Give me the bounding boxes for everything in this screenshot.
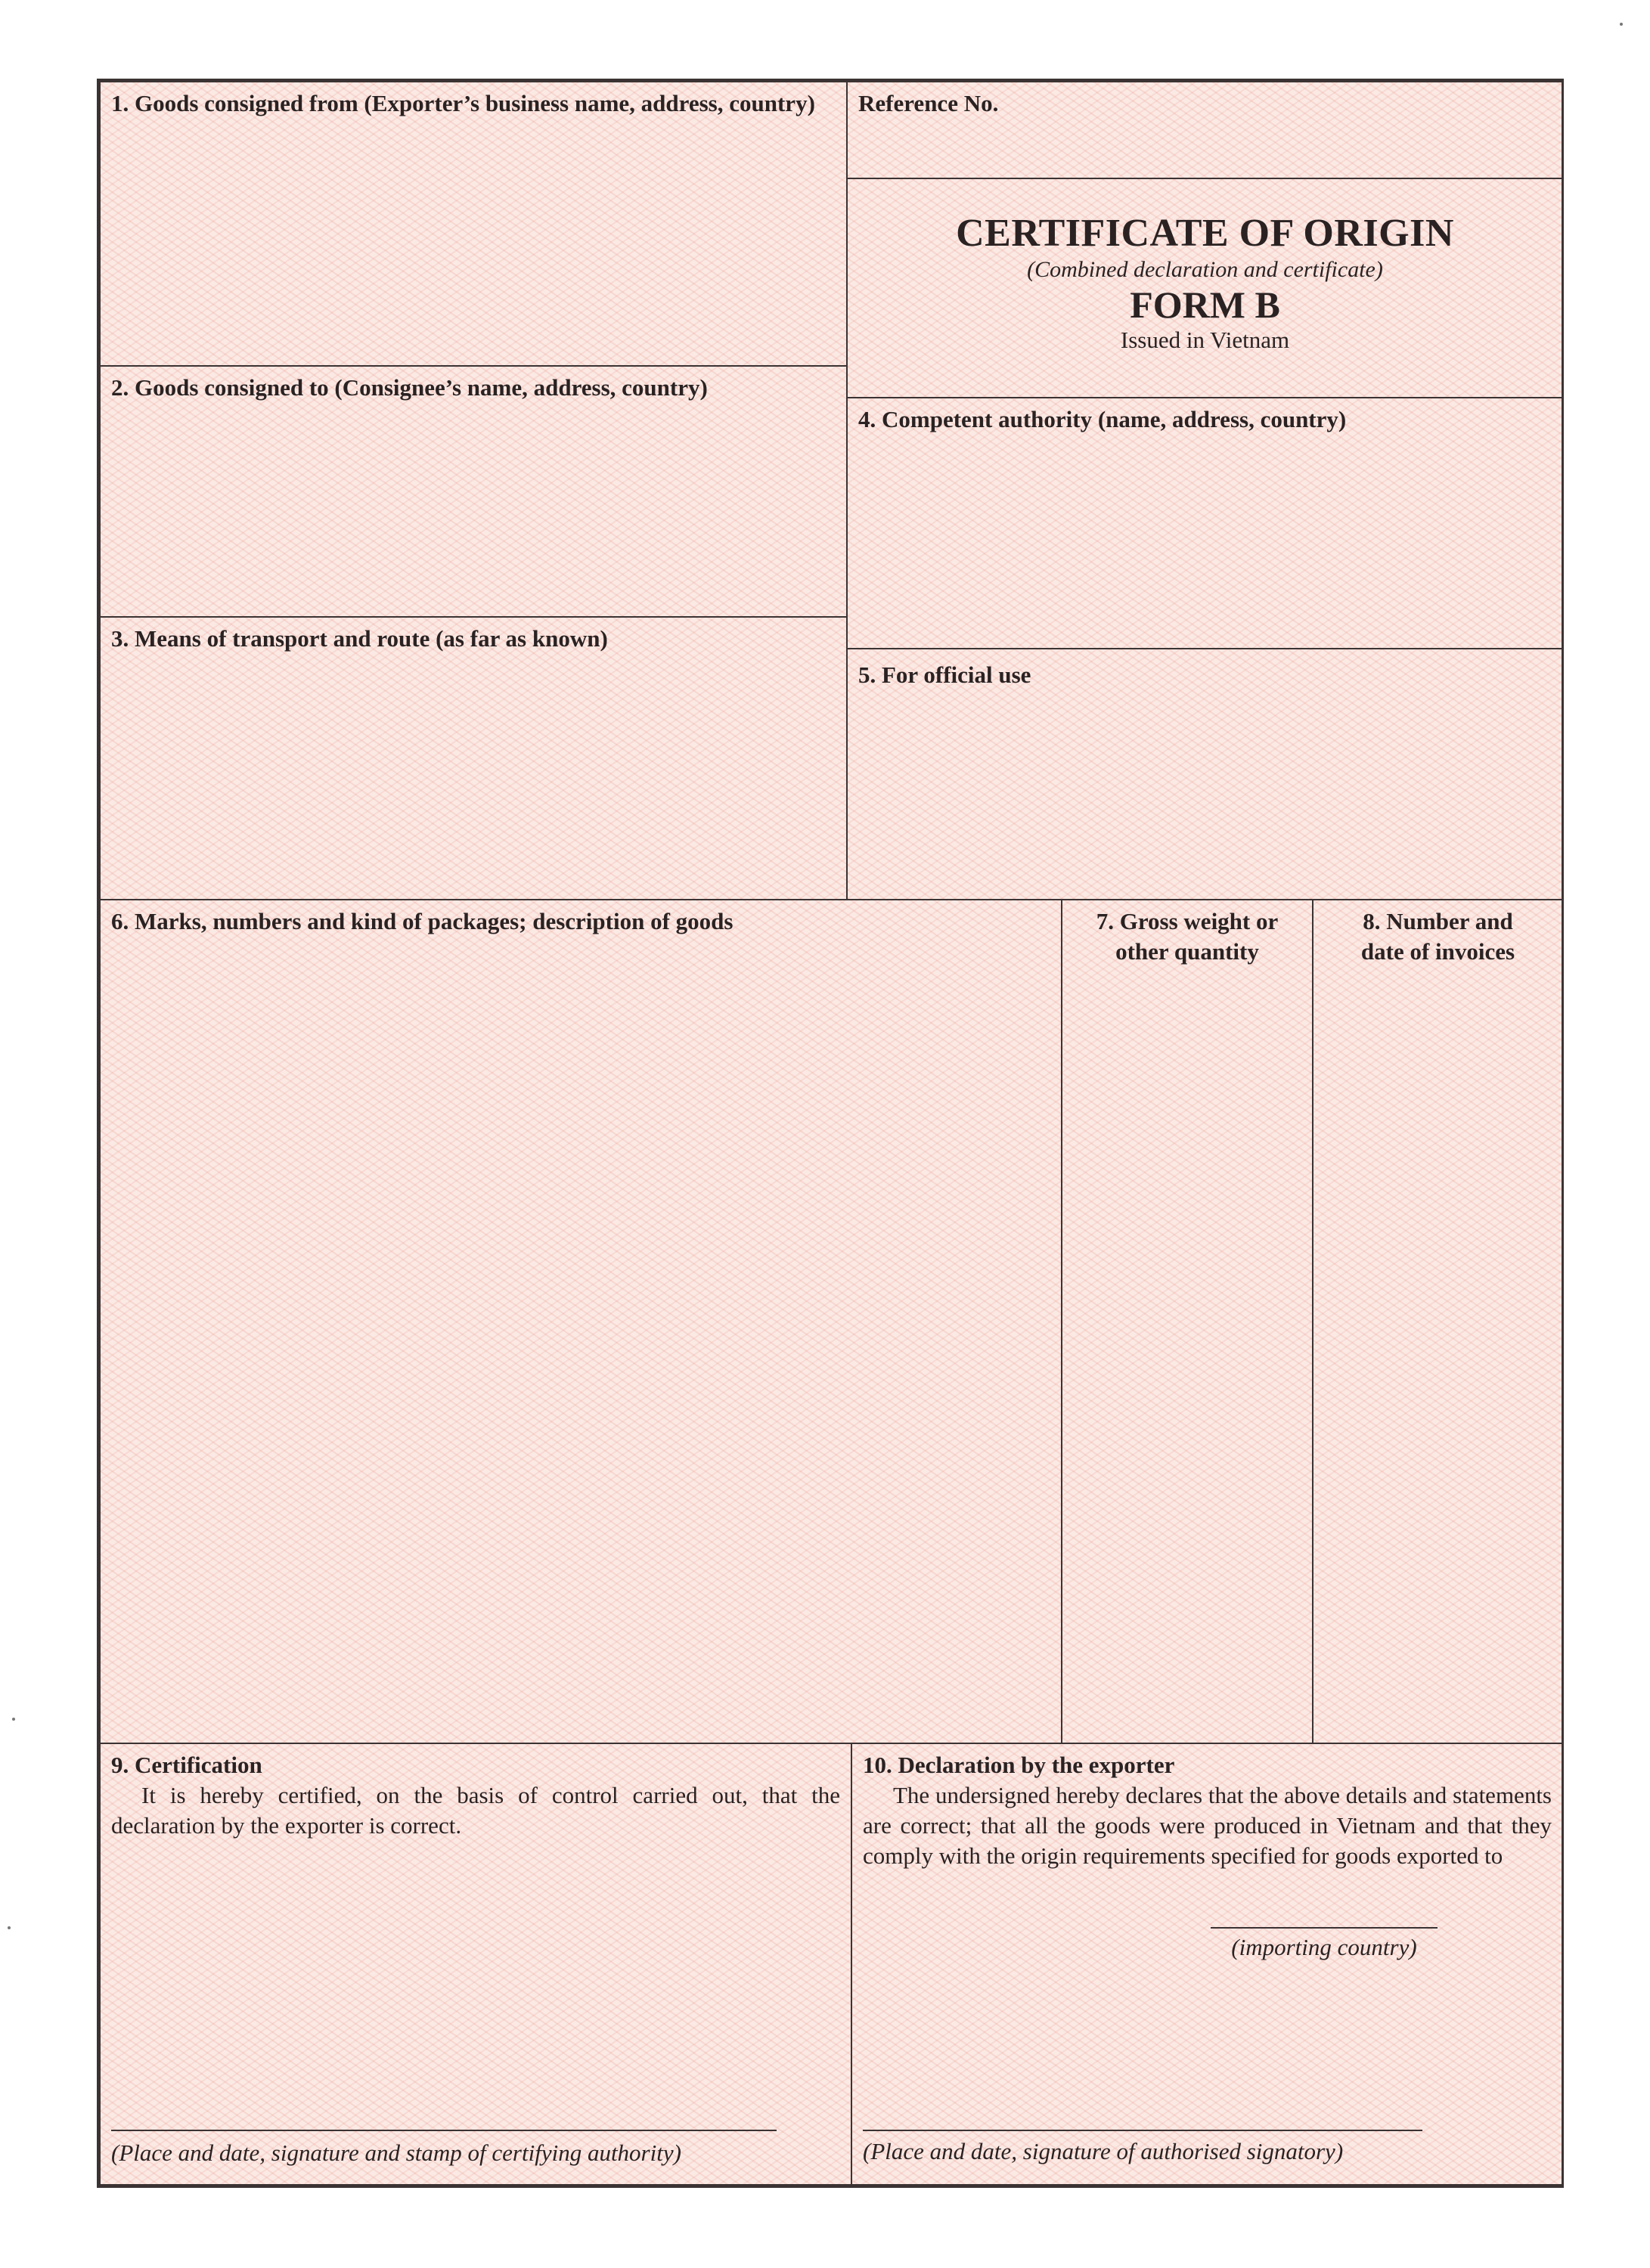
issued-in: Issued in Vietnam [1120, 327, 1290, 353]
box-10-exporter-declaration[interactable] [851, 1743, 1564, 2186]
scan-speck [1620, 23, 1623, 26]
certificate-form [97, 79, 1564, 2188]
box-8-label-line1: 8. Number and [1363, 908, 1513, 934]
box-10-label: 10. Declaration by the exporter [863, 1752, 1175, 1778]
authorised-signatory-caption: (Place and date, signature of authorised signatory) [863, 2138, 1344, 2164]
box-6-label: 6. Marks, numbers and kind of packages; description of goods [111, 908, 734, 934]
box-3-means-of-transport[interactable] [99, 616, 848, 900]
box-1-label: 1. Goods consigned from (Exporter’s business name, address, country) [111, 90, 815, 116]
certifying-authority-signature-line[interactable] [111, 2130, 777, 2131]
box-9-text: It is hereby certified, on the basis of control carried out, that the declaration by the exporter is correct. [111, 1782, 840, 1839]
box-7-gross-weight[interactable] [1061, 899, 1313, 1744]
box-8-label-line2: date of invoices [1360, 938, 1515, 965]
box-3-label: 3. Means of transport and route (as far as known) [111, 625, 608, 652]
scan-speck [8, 1926, 11, 1929]
form-name: FORM B [1130, 284, 1280, 326]
box-8-invoices[interactable] [1312, 899, 1564, 1744]
reference-number-label: Reference No. [858, 90, 999, 116]
box-9-label: 9. Certification [111, 1752, 262, 1778]
reference-number-box[interactable] [846, 81, 1564, 179]
box-6-description-of-goods[interactable] [99, 899, 1062, 1744]
box-4-competent-authority[interactable] [846, 397, 1564, 649]
importing-country-caption: (importing country) [1231, 1934, 1417, 1960]
authorised-signatory-signature-line[interactable] [863, 2130, 1422, 2131]
certificate-header [846, 178, 1564, 398]
box-2-goods-consigned-to[interactable] [99, 365, 848, 618]
box-7-label-line2: other quantity [1115, 938, 1259, 965]
box-4-label: 4. Competent authority (name, address, country) [858, 406, 1347, 432]
box-10-text: The undersigned hereby declares that the above details and statements are correct; that all the goods were produced in Vietnam and that they comply with the origin requirements specified for goods exported to [863, 1782, 1552, 1869]
box-1-goods-consigned-from[interactable] [99, 81, 848, 367]
certificate-title: CERTIFICATE OF ORIGIN [956, 212, 1454, 255]
box-5-label: 5. For official use [858, 662, 1031, 688]
certificate-subtitle: (Combined declaration and certificate) [1027, 257, 1383, 282]
scan-speck [12, 1718, 15, 1721]
certifying-authority-caption: (Place and date, signature and stamp of certifying authority) [111, 2139, 681, 2166]
box-5-official-use[interactable] [846, 648, 1564, 900]
box-7-label-line1: 7. Gross weight or [1096, 908, 1279, 934]
importing-country-line[interactable] [1211, 1927, 1438, 1929]
box-2-label: 2. Goods consigned to (Consignee’s name, address, country) [111, 374, 708, 401]
box-9-certification[interactable] [99, 1743, 852, 2186]
